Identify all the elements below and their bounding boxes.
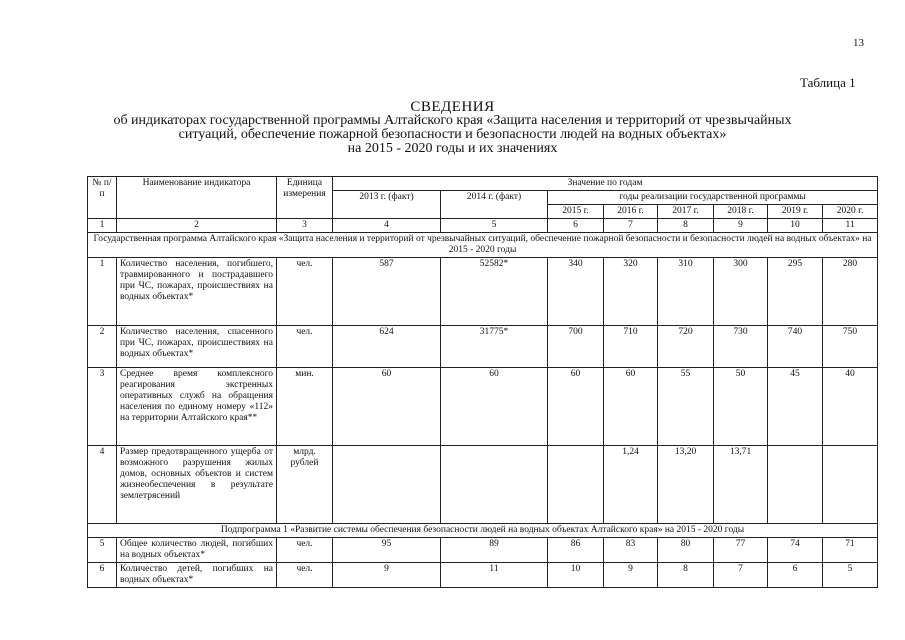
- header-year: 2020 г.: [823, 205, 878, 219]
- value-cell: 295: [768, 258, 823, 326]
- header-year: 2017 г.: [658, 205, 714, 219]
- value-cell: 83: [604, 538, 658, 563]
- value-cell: 730: [714, 326, 768, 368]
- indicators-table: [87, 176, 878, 588]
- col-number: 6: [548, 219, 604, 233]
- table-row: [88, 538, 878, 563]
- value-cell: 10: [548, 563, 604, 588]
- value-cell: 80: [658, 538, 714, 563]
- header-row-1: [88, 177, 878, 191]
- value-cell: 700: [548, 326, 604, 368]
- value-cell: [823, 446, 878, 524]
- value-cell: 52582*: [441, 258, 548, 326]
- col-number: 3: [277, 219, 333, 233]
- value-cell: 720: [658, 326, 714, 368]
- value-cell: 310: [658, 258, 714, 326]
- value-cell: 45: [768, 368, 823, 446]
- header-year: 2015 г.: [548, 205, 604, 219]
- header-num: № п/п: [88, 177, 117, 219]
- title-line-1: об индикаторах государственной программы Алтайского края «Защита населения и территорий от чрезвычайных: [113, 113, 792, 128]
- col-number: 9: [714, 219, 768, 233]
- header-unit: Единица измерения: [277, 177, 333, 219]
- value-cell: 9: [333, 563, 441, 588]
- value-cell: 320: [604, 258, 658, 326]
- col-number: 5: [441, 219, 548, 233]
- row-num: 2: [88, 326, 117, 368]
- value-cell: 710: [604, 326, 658, 368]
- table-row: [88, 326, 878, 368]
- value-cell: 60: [333, 368, 441, 446]
- column-numbers-row: [88, 219, 878, 233]
- indicator-name: Количество населения, спасенного при ЧС, пожарах, происшествиях на водных объектах*: [117, 326, 277, 368]
- indicator-name: Количество населения, погибшего, травмированного и пострадавшего при ЧС, пожарах, происшествиях на водных объектах*: [117, 258, 277, 326]
- section-row: [88, 524, 878, 538]
- col-number: 11: [823, 219, 878, 233]
- value-cell: 624: [333, 326, 441, 368]
- header-name: Наименование индикатора: [117, 177, 277, 219]
- value-cell: 60: [548, 368, 604, 446]
- document-title: [0, 100, 905, 156]
- value-cell: 71: [823, 538, 878, 563]
- col-number: 1: [88, 219, 117, 233]
- value-cell: 95: [333, 538, 441, 563]
- col-number: 2: [117, 219, 277, 233]
- value-cell: 8: [658, 563, 714, 588]
- indicator-unit: чел.: [277, 563, 333, 588]
- row-num: 4: [88, 446, 117, 524]
- table-row: [88, 446, 878, 524]
- table-row: [88, 368, 878, 446]
- header-2014: 2014 г. (факт): [441, 191, 548, 219]
- page-number: 13: [853, 37, 864, 49]
- row-num: 5: [88, 538, 117, 563]
- section-program-title: Государственная программа Алтайского края «Защита населения и территорий от чрезвычайных ситуаций, обеспечение пожарной безопасности и безопасности людей на водных объектах» на 2015 - 2020 годы: [88, 233, 878, 258]
- header-year: 2018 г.: [714, 205, 768, 219]
- indicator-name: Общее количество людей, погибших на водных объектах*: [117, 538, 277, 563]
- value-cell: [441, 446, 548, 524]
- value-cell: 6: [768, 563, 823, 588]
- section-subprogram-title: Подпрограмма 1 «Развитие системы обеспечения безопасности людей на водных объектах Алтайского края» на 2015 - 2020 годы: [88, 524, 878, 538]
- value-cell: 31775*: [441, 326, 548, 368]
- row-num: 3: [88, 368, 117, 446]
- col-number: 8: [658, 219, 714, 233]
- indicator-unit: мин.: [277, 368, 333, 446]
- col-number: 10: [768, 219, 823, 233]
- value-cell: 77: [714, 538, 768, 563]
- title-line-2: ситуаций, обеспечение пожарной безопасности и безопасности людей на водных объектах»: [178, 127, 727, 142]
- value-cell: 89: [441, 538, 548, 563]
- indicator-unit: чел.: [277, 258, 333, 326]
- title-heading: СВЕДЕНИЯ: [410, 99, 495, 115]
- value-cell: 5: [823, 563, 878, 588]
- value-cell: 60: [441, 368, 548, 446]
- value-cell: 300: [714, 258, 768, 326]
- row-num: 6: [88, 563, 117, 588]
- value-cell: 86: [548, 538, 604, 563]
- value-cell: 587: [333, 258, 441, 326]
- indicator-unit: чел.: [277, 326, 333, 368]
- value-cell: 40: [823, 368, 878, 446]
- value-cell: [333, 446, 441, 524]
- value-cell: 13,20: [658, 446, 714, 524]
- value-cell: 13,71: [714, 446, 768, 524]
- table-row: [88, 563, 878, 588]
- value-cell: 55: [658, 368, 714, 446]
- indicator-unit: чел.: [277, 538, 333, 563]
- header-year: 2019 г.: [768, 205, 823, 219]
- header-values-by-year: Значение по годам: [333, 177, 878, 191]
- value-cell: [768, 446, 823, 524]
- value-cell: 1,24: [604, 446, 658, 524]
- value-cell: 750: [823, 326, 878, 368]
- row-num: 1: [88, 258, 117, 326]
- col-number: 4: [333, 219, 441, 233]
- value-cell: [548, 446, 604, 524]
- header-program-years: годы реализации государственной программы: [548, 191, 878, 205]
- value-cell: 740: [768, 326, 823, 368]
- table-row: [88, 258, 878, 326]
- value-cell: 50: [714, 368, 768, 446]
- header-year: 2016 г.: [604, 205, 658, 219]
- col-number: 7: [604, 219, 658, 233]
- indicator-name: Размер предотвращенного ущерба от возможного разрушения жилых домов, основных объектов и систем жизнеобеспечения в результате землетрясений: [117, 446, 277, 524]
- value-cell: 340: [548, 258, 604, 326]
- table-label: Таблица 1: [800, 75, 856, 90]
- indicator-name: Количество детей, погибших на водных объектах*: [117, 563, 277, 588]
- section-row: [88, 233, 878, 258]
- value-cell: 7: [714, 563, 768, 588]
- value-cell: 280: [823, 258, 878, 326]
- value-cell: 11: [441, 563, 548, 588]
- value-cell: 74: [768, 538, 823, 563]
- value-cell: 60: [604, 368, 658, 446]
- header-2013: 2013 г. (факт): [333, 191, 441, 219]
- title-line-3: на 2015 - 2020 годы и их значениях: [347, 141, 558, 156]
- value-cell: 9: [604, 563, 658, 588]
- indicator-name: Среднее время комплексного реагирования экстренных оперативных служб на обращения населения по единому номеру «112» на территории Алтайского края**: [117, 368, 277, 446]
- indicator-unit: млрд. рублей: [277, 446, 333, 524]
